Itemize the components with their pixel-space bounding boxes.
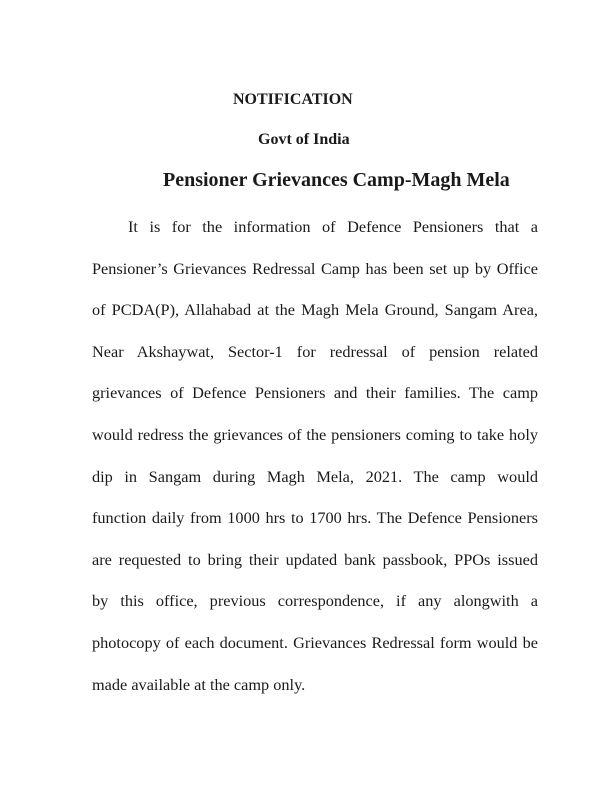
body-line: It is for the information of Defence Pensioners that a [128,217,538,236]
notification-body [92,206,538,705]
body-line: Pensioner’s Grievances Redressal Camp has been set up by Office [92,258,538,278]
body-line: by this office, previous correspondence, if any alongwith a [92,591,538,611]
body-line: made available at the camp only. [92,674,306,694]
body-line: would redress the grievances of the pensioners coming to take holy [92,424,538,444]
camp-heading: Pensioner Grievances Camp-Magh Mela [163,169,510,191]
body-line: of PCDA(P), Allahabad at the Magh Mela Ground, Sangam Area, [92,300,538,320]
body-line: Near Akshaywat, Sector-1 for redressal of pension related [92,341,538,361]
body-line: grievances of Defence Pensioners and their families. The camp [92,383,538,403]
body-line: function daily from 1000 hrs to 1700 hrs. The Defence Pensioners [92,508,538,528]
body-line: are requested to bring their updated bank passbook, PPOs issued [92,549,538,569]
body-line: photocopy of each document. Grievances Redressal form would be [92,632,538,652]
notification-title: NOTIFICATION [233,91,353,108]
body-line: dip in Sangam during Magh Mela, 2021. The camp would [92,466,538,486]
issuer-line: Govt of India [258,131,350,148]
